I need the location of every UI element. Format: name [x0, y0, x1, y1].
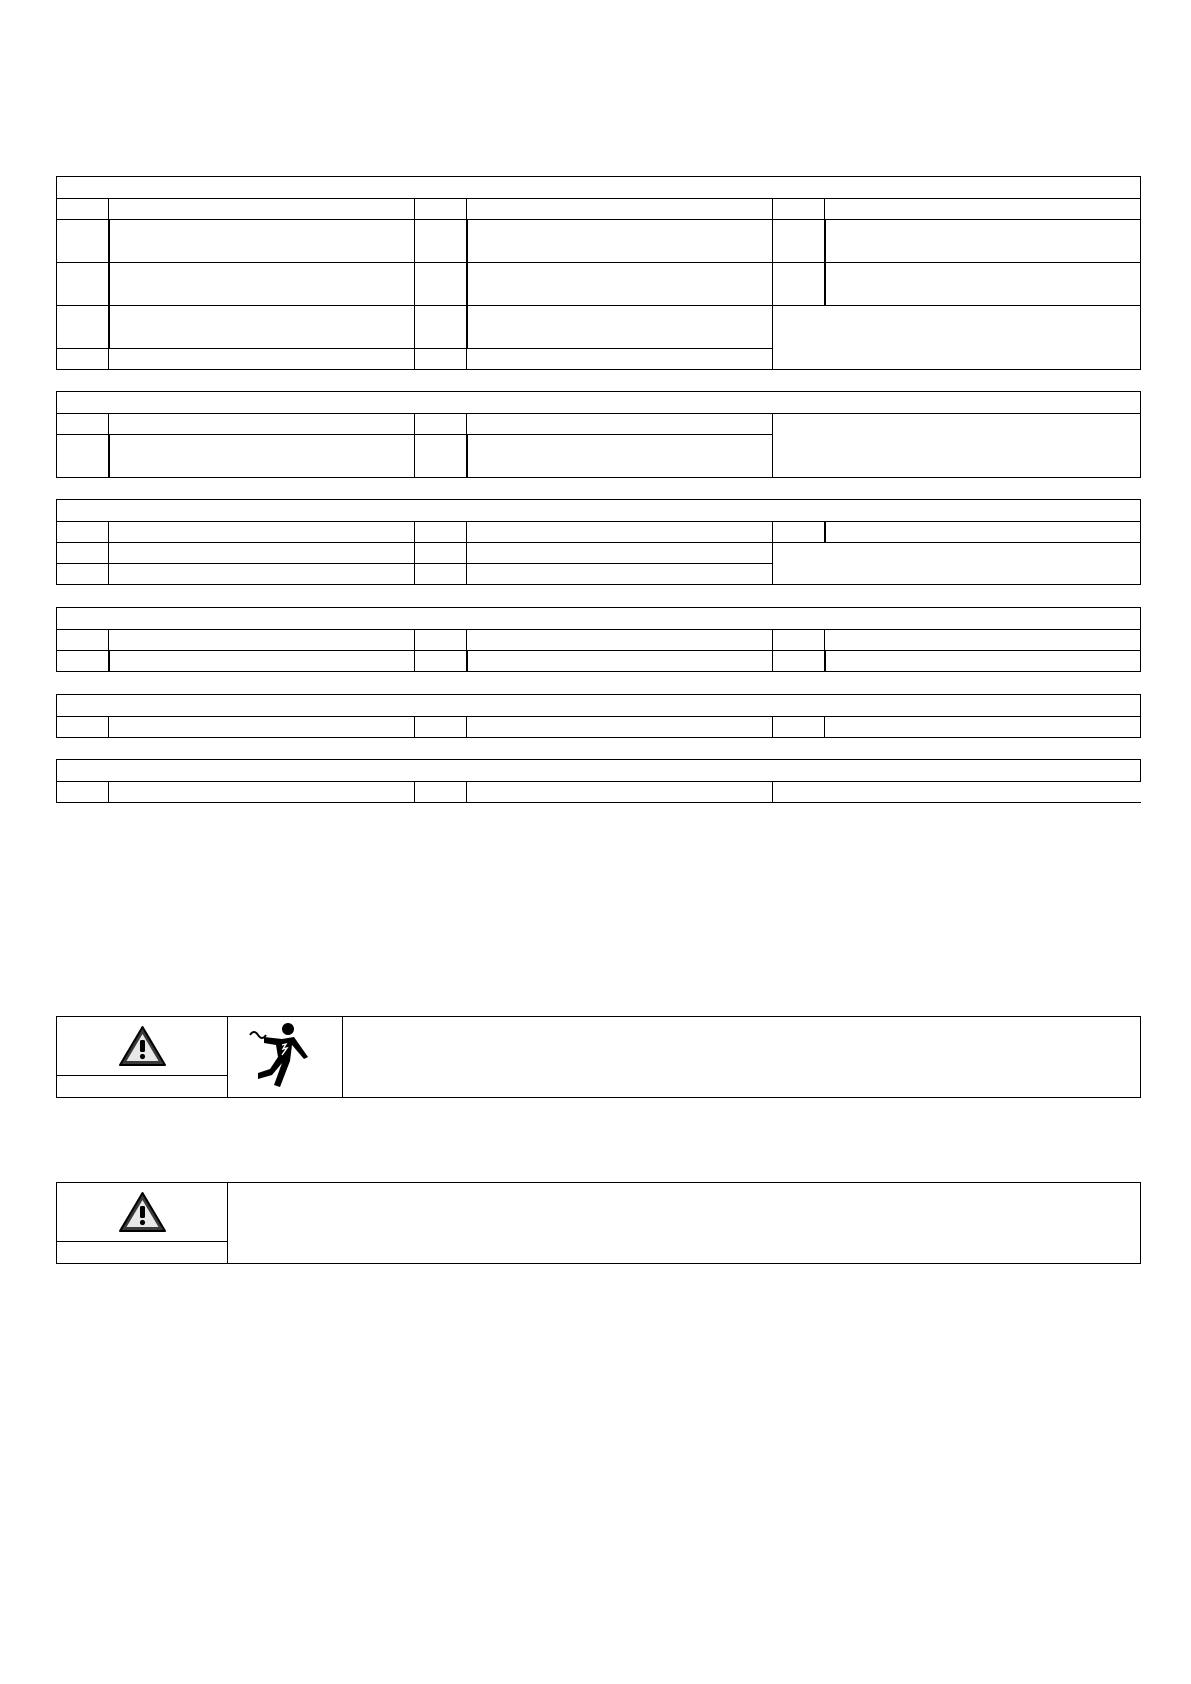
table-cell	[467, 220, 773, 263]
table-cell	[109, 414, 415, 435]
warning-text	[343, 1017, 1140, 1097]
table-cell	[57, 717, 109, 738]
table-cell	[773, 199, 825, 220]
table-cell	[467, 414, 773, 435]
table-cell-merged	[773, 782, 1141, 803]
table-cell	[467, 782, 773, 803]
warning-box-electric	[56, 1016, 1141, 1098]
table-cell	[109, 782, 415, 803]
table-cell	[773, 717, 825, 738]
table-cell	[415, 199, 467, 220]
table-cell	[415, 435, 467, 478]
section-title	[57, 392, 1141, 414]
table-cell	[109, 651, 415, 672]
table-cell	[467, 522, 773, 543]
table-cell	[825, 199, 1141, 220]
section-title	[57, 695, 1141, 717]
table-cell	[467, 543, 773, 564]
warning-text	[228, 1183, 1140, 1263]
table-cell	[109, 522, 415, 543]
table-cell	[109, 630, 415, 651]
table-cell-merged	[773, 543, 1141, 585]
warning-label	[57, 1241, 227, 1263]
section-6	[56, 759, 1141, 803]
section-title	[57, 608, 1141, 630]
table-cell	[467, 199, 773, 220]
table-cell	[415, 414, 467, 435]
section-2	[56, 391, 1141, 478]
section-1	[56, 176, 1141, 370]
table-cell	[467, 349, 773, 370]
table-cell	[109, 349, 415, 370]
table-cell	[773, 220, 825, 263]
table-cell	[109, 564, 415, 585]
table-cell	[467, 435, 773, 478]
table-cell	[825, 522, 1141, 543]
section-4	[56, 607, 1141, 672]
table-cell	[825, 651, 1141, 672]
table-cell	[109, 435, 415, 478]
table-cell	[415, 522, 467, 543]
section-5	[56, 694, 1141, 738]
table-cell	[57, 306, 109, 349]
table-cell	[57, 349, 109, 370]
table-cell	[773, 522, 825, 543]
table-cell	[825, 630, 1141, 651]
table-cell-merged	[773, 306, 1141, 370]
warning-box-general	[56, 1182, 1141, 1264]
table-cell	[467, 630, 773, 651]
table-cell	[467, 717, 773, 738]
table-cell	[57, 199, 109, 220]
table-cell	[415, 782, 467, 803]
table-cell	[57, 564, 109, 585]
table-cell	[57, 782, 109, 803]
table-cell	[109, 220, 415, 263]
table-cell	[825, 263, 1141, 306]
section-title	[57, 500, 1141, 522]
table-cell	[467, 306, 773, 349]
table-cell	[415, 630, 467, 651]
table-cell	[467, 651, 773, 672]
warning-triangle-icon	[57, 1183, 228, 1242]
table-cell	[825, 220, 1141, 263]
table-cell	[467, 263, 773, 306]
table-cell	[773, 263, 825, 306]
warning-icon-cell	[57, 1017, 228, 1097]
table-cell	[109, 306, 415, 349]
table-cell	[825, 717, 1141, 738]
table-cell	[109, 263, 415, 306]
warning-label	[57, 1075, 227, 1097]
table-cell	[109, 543, 415, 564]
section-title	[57, 760, 1141, 782]
table-cell-merged	[773, 414, 1141, 478]
table-cell	[415, 564, 467, 585]
table-cell	[467, 564, 773, 585]
section-title	[57, 177, 1141, 199]
table-cell	[57, 522, 109, 543]
table-cell	[57, 414, 109, 435]
table-cell	[773, 651, 825, 672]
table-cell	[109, 717, 415, 738]
table-cell	[57, 651, 109, 672]
table-cell	[57, 543, 109, 564]
table-cell	[57, 220, 109, 263]
section-3	[56, 499, 1141, 585]
table-cell	[773, 630, 825, 651]
table-cell	[109, 199, 415, 220]
table-cell	[57, 263, 109, 306]
warning-icon-cell	[57, 1183, 228, 1263]
warning-triangle-icon	[57, 1017, 228, 1076]
electric-shock-pictogram	[228, 1017, 343, 1097]
electric-shock-icon	[228, 1017, 342, 1097]
table-cell	[415, 349, 467, 370]
table-cell	[415, 263, 467, 306]
table-cell	[415, 306, 467, 349]
table-cell	[415, 220, 467, 263]
table-cell	[57, 630, 109, 651]
table-cell	[57, 435, 109, 478]
table-cell	[415, 543, 467, 564]
table-cell	[415, 651, 467, 672]
table-cell	[415, 717, 467, 738]
